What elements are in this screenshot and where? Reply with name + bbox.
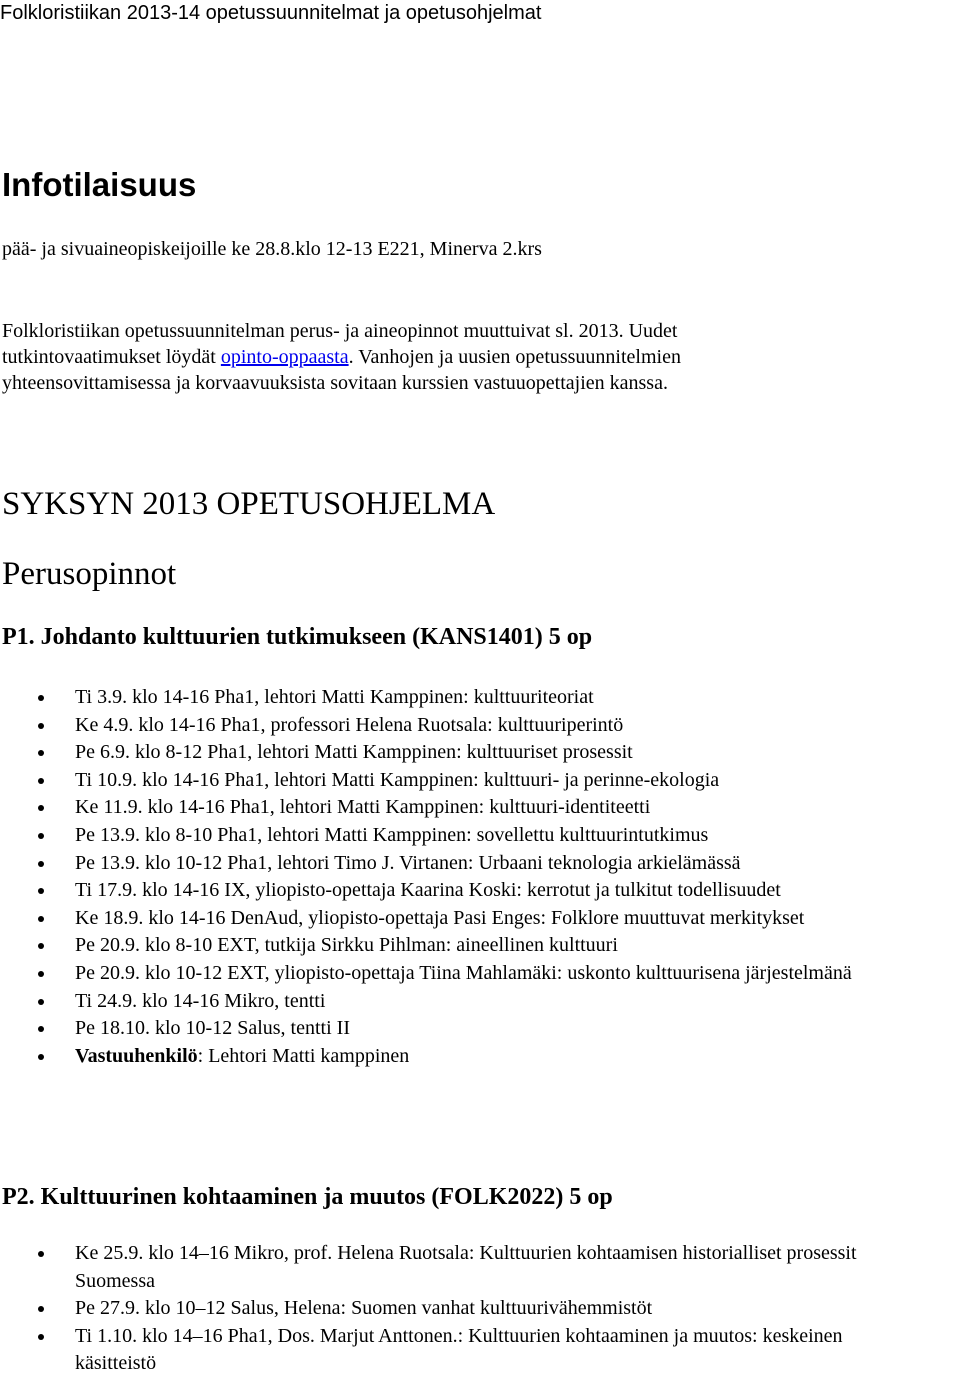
responsible-label: Vastuuhenkilö <box>75 1044 198 1067</box>
list-item: Ti 1.10. klo 14–16 Pha1, Dos. Marjut Anttonen.: Kulttuurien kohtaaminen ja muutos: keskeinen käsitteistö <box>0 1323 905 1378</box>
responsible-person-item <box>0 1043 852 1071</box>
list-item: Ke 4.9. klo 14-16 Pha1, professori Helena Ruotsala: kulttuuriperintö <box>0 712 852 740</box>
curriculum-line-2-before: tutkintovaatimukset löydät <box>2 346 221 368</box>
course-p1-schedule <box>0 684 852 1070</box>
course-p2-schedule <box>0 1240 905 1378</box>
course-p1-title: P1. Johdanto kulttuurien tutkimukseen (KANS1401) 5 op <box>2 624 593 650</box>
list-item: Ke 18.9. klo 14-16 DenAud, yliopisto-opettaja Pasi Enges: Folklore muuttuvat merkitykset <box>0 905 852 933</box>
list-item: Pe 18.10. klo 10-12 Salus, tentti II <box>0 1015 852 1043</box>
opinto-opas-link[interactable]: opinto-oppaasta <box>220 346 349 368</box>
list-item: Pe 13.9. klo 10-12 Pha1, lehtori Timo J. Virtanen: Urbaani teknologia arkielämässä <box>0 850 852 878</box>
curriculum-line-2-after: . Vanhojen ja uusien opetussuunnitelmien <box>348 346 681 368</box>
list-item: Ke 25.9. klo 14–16 Mikro, prof. Helena Ruotsala: Kulttuurien kohtaamisen historialliset prosessit Suomessa <box>0 1240 905 1295</box>
list-item: Ti 10.9. klo 14-16 Pha1, lehtori Matti Kamppinen: kulttuuri- ja perinne-ekologia <box>0 767 852 795</box>
curriculum-line-3: yhteensovittamisessa ja korvaavuuksista sovitaan kurssien vastuuopettajien kanssa. <box>2 372 668 394</box>
curriculum-paragraph <box>2 318 681 396</box>
curriculum-line-1: Folkloristiikan opetussuunnitelman perus- ja aineopinnot muuttuivat sl. 2013. Uudet <box>2 320 678 342</box>
info-text: pää- ja sivuaineopiskeijoille ke 28.8.klo 12-13 E221, Minerva 2.krs <box>2 238 542 260</box>
list-item: Pe 13.9. klo 8-10 Pha1, lehtori Matti Kamppinen: sovellettu kulttuurintutkimus <box>0 822 852 850</box>
list-item: Pe 20.9. klo 10-12 EXT, yliopisto-opettaja Tiina Mahlamäki: uskonto kulttuurisena järjestelmänä <box>0 960 852 988</box>
list-item: Pe 20.9. klo 8-10 EXT, tutkija Sirkku Pihlman: aineellinen kulttuuri <box>0 932 852 960</box>
program-heading: SYKSYN 2013 OPETUSOHJELMA <box>2 486 496 522</box>
course-p2-title: P2. Kulttuurinen kohtaaminen ja muutos (FOLK2022) 5 op <box>2 1184 613 1210</box>
list-item: Pe 6.9. klo 8-12 Pha1, lehtori Matti Kamppinen: kulttuuriset prosessit <box>0 739 852 767</box>
list-item: Ti 24.9. klo 14-16 Mikro, tentti <box>0 988 852 1016</box>
list-item: Ti 17.9. klo 14-16 IX, yliopisto-opettaja Kaarina Koski: kerrotut ja tulkitut todellisuudet <box>0 877 852 905</box>
document-title: Folkloristiikan 2013-14 opetussuunnitelmat ja opetusohjelmat <box>0 2 542 24</box>
responsible-value: : Lehtori Matti kamppinen <box>197 1044 410 1067</box>
list-item: Ti 3.9. klo 14-16 Pha1, lehtori Matti Kamppinen: kulttuuriteoriat <box>0 684 852 712</box>
info-heading: Infotilaisuus <box>2 166 197 203</box>
list-item: Ke 11.9. klo 14-16 Pha1, lehtori Matti Kamppinen: kulttuuri-identiteetti <box>0 794 852 822</box>
list-item: Pe 27.9. klo 10–12 Salus, Helena: Suomen vanhat kulttuurivähemmistöt <box>0 1295 905 1323</box>
section-heading: Perusopinnot <box>2 556 177 592</box>
